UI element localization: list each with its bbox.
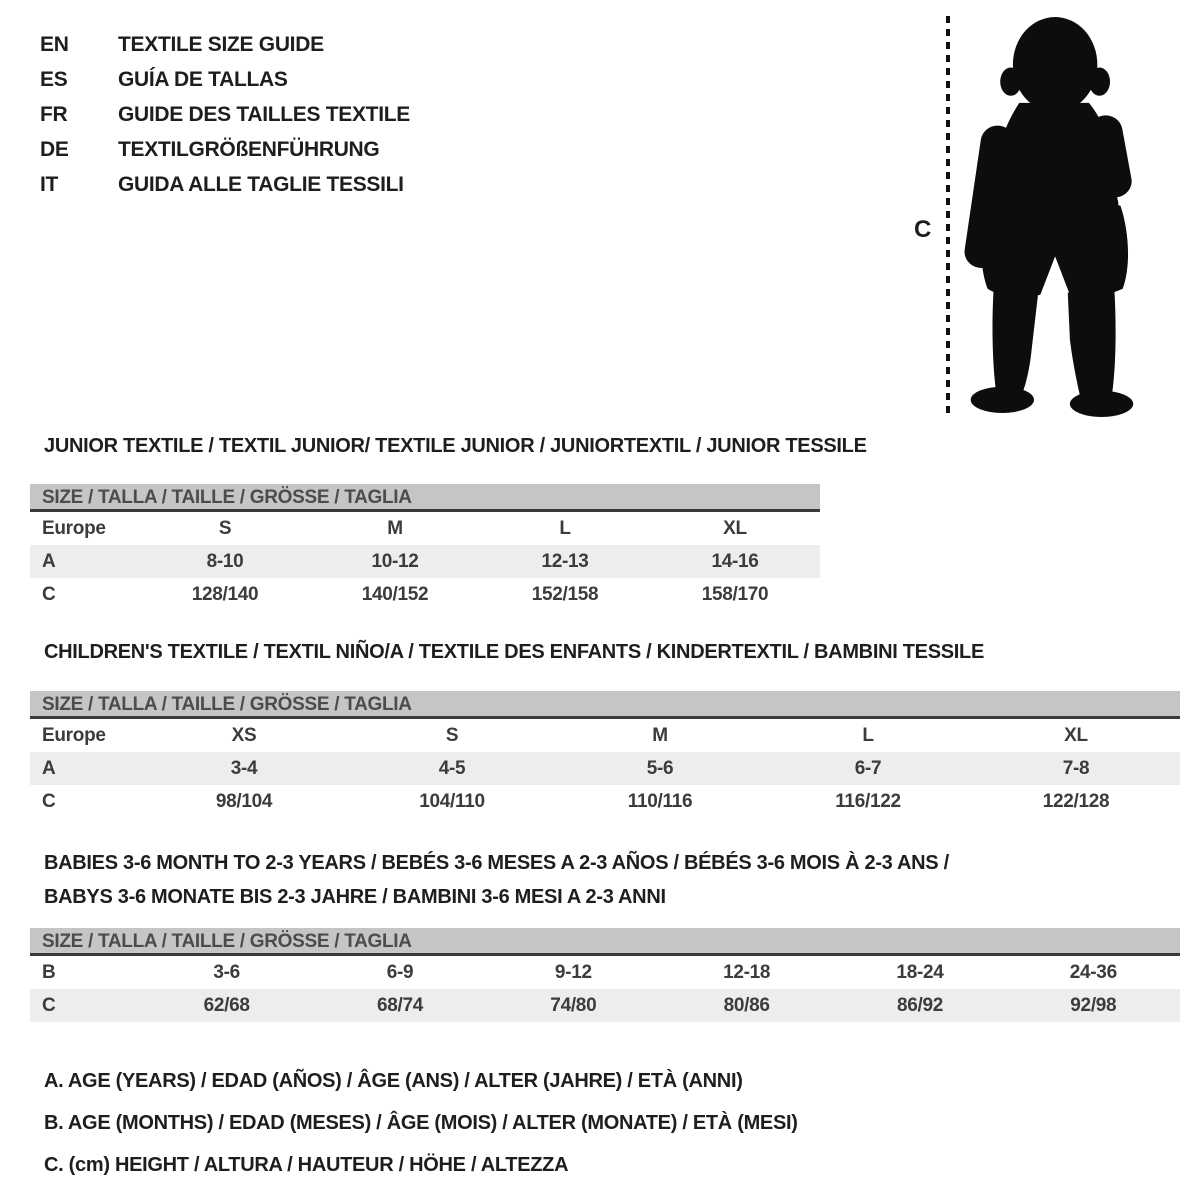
- junior-size-table: [30, 484, 820, 611]
- dotted-height-line: [946, 16, 950, 416]
- table-row: [30, 752, 1180, 785]
- table-row: [30, 785, 1180, 818]
- table-cell: 24-36: [1069, 961, 1117, 983]
- table-row: [30, 578, 820, 611]
- table-cell: S: [218, 517, 232, 539]
- table-cell: 98/104: [215, 790, 273, 812]
- row-label: A: [42, 757, 56, 779]
- table-cell: 14-16: [711, 550, 759, 572]
- table-body: [30, 956, 1180, 1022]
- table-cell: 10-12: [371, 550, 419, 572]
- table-cell: 140/152: [361, 583, 429, 605]
- row-label: C: [42, 583, 56, 605]
- language-label: TEXTILE SIZE GUIDE: [118, 33, 324, 56]
- table-cell: 9-12: [554, 961, 592, 983]
- language-row-en: [40, 32, 324, 58]
- row-label: Europe: [42, 724, 106, 746]
- legend-line-b: B. AGE (MONTHS) / EDAD (MESES) / ÂGE (MOIS) / ALTER (MONATE) / ETÀ (MESI): [44, 1112, 798, 1134]
- table-cell: L: [862, 724, 874, 746]
- legend-line-c: C. (cm) HEIGHT / ALTURA / HAUTEUR / HÖHE / ALTEZZA: [44, 1154, 569, 1176]
- table-cell: 86/92: [896, 994, 943, 1016]
- table-cell: 8-10: [206, 550, 244, 572]
- language-code: EN: [40, 33, 69, 56]
- language-code: IT: [40, 173, 59, 196]
- table-body: [30, 512, 820, 611]
- table-cell: 12-13: [541, 550, 589, 572]
- row-label: C: [42, 790, 56, 812]
- baby-silhouette: [958, 14, 1148, 418]
- table-cell: 6-7: [854, 757, 882, 779]
- table-cell: XL: [723, 517, 747, 539]
- size-header-bar: SIZE / TALLA / TAILLE / GRÖSSE / TAGLIA: [30, 691, 1180, 719]
- table-cell: 5-6: [646, 757, 674, 779]
- table-cell: 110/116: [627, 790, 693, 812]
- table-cell: 6-9: [386, 961, 414, 983]
- table-cell: 3-6: [213, 961, 240, 983]
- size-header-bar: SIZE / TALLA / TAILLE / GRÖSSE / TAGLIA: [30, 928, 1180, 956]
- language-label: TEXTILGRÖßENFÜHRUNG: [118, 138, 380, 161]
- table-row: [30, 989, 1180, 1022]
- section-title-junior: JUNIOR TEXTILE / TEXTIL JUNIOR/ TEXTILE JUNIOR / JUNIORTEXTIL / JUNIOR TESSILE: [44, 435, 867, 457]
- table-cell: 68/74: [376, 994, 424, 1016]
- language-code: DE: [40, 138, 69, 161]
- language-label: GUIDA ALLE TAGLIE TESSILI: [118, 173, 404, 196]
- height-measure-label: C: [914, 216, 932, 243]
- table-row: [30, 512, 820, 545]
- language-code: FR: [40, 103, 68, 126]
- language-row-it: [40, 172, 404, 198]
- table-cell: 116/122: [835, 790, 901, 812]
- row-label: A: [42, 550, 56, 572]
- legend-line-a: A. AGE (YEARS) / EDAD (AÑOS) / ÂGE (ANS) / ALTER (JAHRE) / ETÀ (ANNI): [44, 1070, 743, 1092]
- language-label: GUIDE DES TAILLES TEXTILE: [118, 103, 410, 126]
- table-cell: 122/128: [1042, 790, 1110, 812]
- table-cell: 152/158: [531, 583, 599, 605]
- table-cell: 158/170: [701, 583, 769, 605]
- section-title-children: CHILDREN'S TEXTILE / TEXTIL NIÑO/A / TEXTILE DES ENFANTS / KINDERTEXTIL / BAMBINI TESSILE: [44, 641, 984, 663]
- table-cell: 62/68: [203, 994, 250, 1016]
- section-title-babies-line1: BABIES 3-6 MONTH TO 2-3 YEARS / BEBÉS 3-6 MESES A 2-3 AÑOS / BÉBÉS 3-6 MOIS À 2-3 ANS /: [44, 852, 949, 874]
- table-cell: M: [652, 724, 668, 746]
- language-code: ES: [40, 68, 68, 91]
- table-cell: 92/98: [1070, 994, 1117, 1016]
- table-cell: M: [387, 517, 403, 539]
- section-title-babies-line2: BABYS 3-6 MONATE BIS 2-3 JAHRE / BAMBINI 3-6 MESI A 2-3 ANNI: [44, 886, 666, 908]
- table-cell: 74/80: [550, 994, 597, 1016]
- table-body: [30, 719, 1180, 818]
- language-row-de: [40, 137, 379, 163]
- table-cell: 18-24: [896, 961, 944, 983]
- table-row: [30, 545, 820, 578]
- children-size-table: [30, 691, 1180, 818]
- table-cell: 104/110: [419, 790, 485, 812]
- size-header-bar: SIZE / TALLA / TAILLE / GRÖSSE / TAGLIA: [30, 484, 820, 512]
- language-label: GUÍA DE TALLAS: [118, 68, 288, 91]
- table-cell: L: [559, 517, 571, 539]
- table-cell: 3-4: [230, 757, 258, 779]
- language-row-es: [40, 67, 288, 93]
- table-cell: XS: [231, 724, 257, 746]
- table-row: [30, 956, 1180, 989]
- table-cell: XL: [1064, 724, 1088, 746]
- row-label: C: [42, 994, 56, 1016]
- babies-size-table: [30, 928, 1180, 1022]
- table-cell: S: [445, 724, 459, 746]
- baby-silhouette-icon: [958, 14, 1148, 418]
- language-row-fr: [40, 102, 410, 128]
- table-cell: 128/140: [191, 583, 259, 605]
- table-cell: 7-8: [1062, 757, 1090, 779]
- table-cell: 12-18: [723, 961, 771, 983]
- row-label: B: [42, 961, 56, 983]
- row-label: Europe: [42, 517, 106, 539]
- table-cell: 4-5: [438, 757, 466, 779]
- table-cell: 80/86: [723, 994, 770, 1016]
- table-row: [30, 719, 1180, 752]
